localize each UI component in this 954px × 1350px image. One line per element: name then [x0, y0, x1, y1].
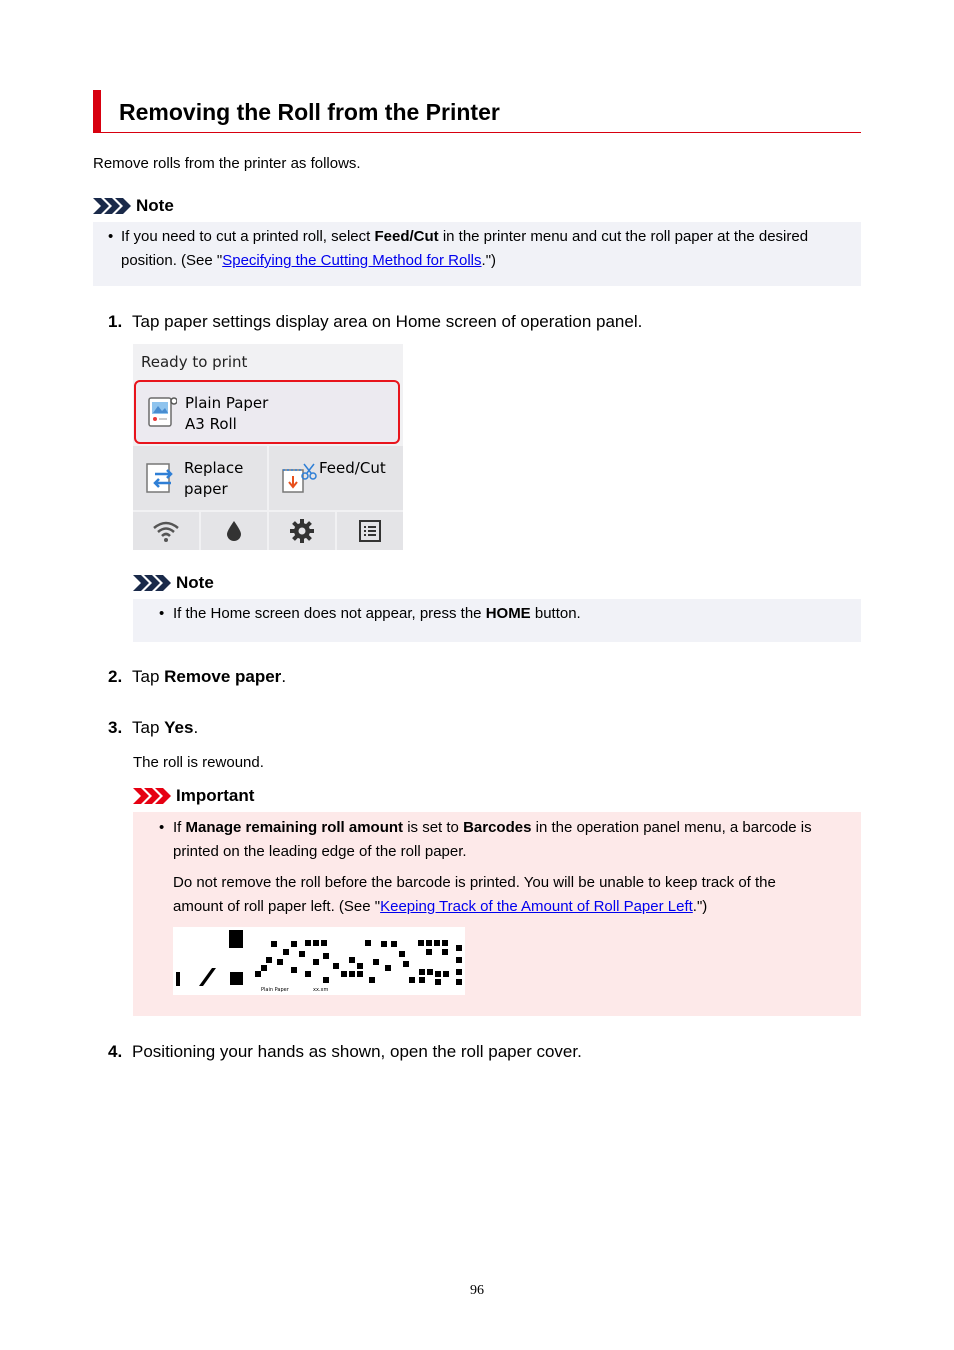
feed-cut-label: Feed/Cut	[319, 459, 386, 477]
replace-paper-icon	[145, 462, 175, 496]
important-chevrons-icon	[133, 788, 171, 804]
note-heading	[93, 196, 174, 216]
barcode-label-paper: Plain Paper	[261, 987, 289, 993]
wifi-icon	[152, 520, 180, 542]
paper-size: A3 Roll	[185, 415, 237, 433]
page-title: Removing the Roll from the Printer	[119, 99, 500, 125]
note-heading-2	[133, 573, 214, 593]
feed-cut-icon	[281, 462, 317, 496]
section-heading	[93, 90, 861, 133]
settings-button[interactable]	[269, 512, 335, 550]
panel-status-text: Ready to print	[141, 353, 248, 371]
important-title: Important	[176, 786, 255, 805]
step-1: 1. Tap paper settings display area on Home screen of operation panel.	[108, 312, 643, 331]
note-box	[93, 222, 861, 286]
paper-type: Plain Paper	[185, 394, 269, 412]
operation-panel-home-screen	[133, 344, 403, 550]
ink-button[interactable]	[201, 512, 267, 550]
ink-drop-icon	[226, 520, 242, 542]
gear-icon	[290, 519, 314, 543]
replace-label-1: Replace	[184, 459, 244, 477]
note-title-2: Note	[176, 573, 214, 592]
note-title: Note	[136, 196, 174, 215]
wifi-button[interactable]	[133, 512, 199, 550]
note-box-2	[133, 599, 861, 642]
important-item: • If Manage remaining roll amount is set to Barcodes in the operation panel menu, a barcode is printed on the leading edge of the roll paper. Do not remove the roll before the barcode is printed. You will be unable to keep track of the amount of roll paper left. (See "Keeping Track of the Amount of Roll Paper Left.")	[159, 819, 812, 915]
note-chevrons-icon	[93, 198, 131, 214]
roll-paper-amount-link[interactable]: Keeping Track of the Amount of Roll Paper Left	[380, 898, 693, 915]
barcode-label-amount: xx.xm	[313, 987, 329, 993]
replace-paper-button[interactable]	[133, 446, 267, 510]
paper-settings-icon	[145, 394, 177, 430]
step-4: 4. Positioning your hands as shown, open the roll paper cover.	[108, 1042, 582, 1061]
page-number: 96	[470, 1283, 484, 1298]
list-icon	[358, 519, 382, 543]
step-2: 2. Tap Remove paper.	[108, 667, 287, 686]
cutting-method-link[interactable]: Specifying the Cutting Method for Rolls	[222, 252, 482, 269]
important-heading	[133, 786, 254, 806]
note-item: • If you need to cut a printed roll, select Feed/Cut in the printer menu and cut the roll paper at the desired position. (See "Specifying the Cutting Method for Rolls.")	[108, 228, 809, 269]
feed-cut-button[interactable]	[269, 446, 403, 510]
step-3-result: The roll is rewound.	[133, 754, 264, 771]
job-list-button[interactable]	[337, 512, 403, 550]
replace-label-2: paper	[184, 480, 228, 498]
barcode-example-image	[173, 927, 465, 995]
barcode-graphic	[173, 927, 465, 995]
note-item-2: • If the Home screen does not appear, press the HOME button.	[159, 605, 581, 622]
note-chevrons-icon	[133, 575, 171, 591]
intro-text: Remove rolls from the printer as follows.	[93, 155, 361, 172]
paper-settings-area[interactable]	[134, 380, 400, 444]
step-3: 3. Tap Yes.	[108, 718, 199, 737]
